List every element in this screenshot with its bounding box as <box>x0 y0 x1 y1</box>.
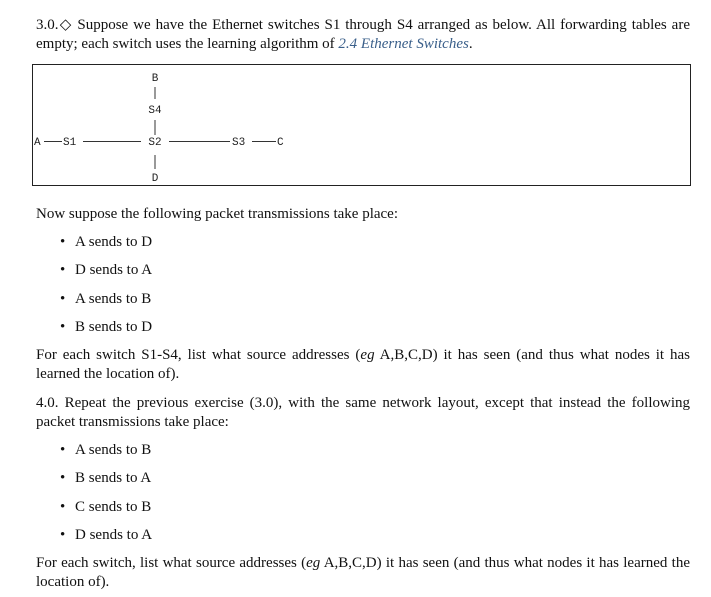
node-d: D <box>151 173 159 185</box>
question-text-end: A,B,C,D) it has seen (and thus what nodes it has learned the location of). <box>36 555 690 590</box>
switch-s1: S1 <box>63 137 77 149</box>
exercise-3-number: 3.0. <box>36 17 59 33</box>
exercise-4-question <box>36 554 690 592</box>
question-text-end: A,B,C,D) it has seen (and thus what nodes it has learned the location of). <box>36 347 691 382</box>
node-b: B <box>151 73 159 85</box>
list-item: • D sends to A <box>60 261 152 289</box>
switch-s2: S2 <box>148 137 162 149</box>
ethernet-switches-link[interactable]: 2.4 Ethernet Switches <box>338 36 469 52</box>
question-text: For each switch S1-S4, list what source addresses ( <box>36 347 361 363</box>
list-item: • A sends to B <box>60 290 152 318</box>
list-item: • D sends to A <box>60 526 152 554</box>
exercise-3-question <box>36 346 690 384</box>
node-c: C <box>277 137 284 149</box>
switch-s3: S3 <box>232 137 246 149</box>
list-item: • C sends to B <box>60 498 152 526</box>
network-diagram-svg <box>33 65 690 185</box>
eg-abbrev: eg <box>360 347 375 363</box>
exercise-3-transmission-list <box>60 233 152 346</box>
exercise-4-statement: 4.0. Repeat the previous exercise (3.0), with the same network layout, except that instead the following packet transmissions take place: <box>36 395 690 430</box>
exercise-3-text-end: . <box>468 36 473 52</box>
transmissions-intro: Now suppose the following packet transmissions take place: <box>36 206 399 222</box>
exercise-4-transmission-list <box>60 441 152 554</box>
list-item: • B sends to A <box>60 469 152 497</box>
exercise-3-text: Suppose we have the Ethernet switches S1 through S4 arranged as below. All forwarding tables are empty; each switch uses the learning algorithm of <box>36 17 690 52</box>
diamond-icon: ◇ <box>58 17 73 33</box>
network-diagram <box>32 64 691 186</box>
node-a: A <box>34 137 41 149</box>
list-item: • A sends to B <box>60 441 152 469</box>
exercise-3-statement <box>36 16 690 54</box>
question-text: For each switch, list what source addresses ( <box>36 555 307 571</box>
list-item: • B sends to D <box>60 318 152 346</box>
switch-s4: S4 <box>148 105 162 117</box>
eg-abbrev: eg <box>306 555 321 571</box>
list-item: • A sends to D <box>60 233 152 261</box>
